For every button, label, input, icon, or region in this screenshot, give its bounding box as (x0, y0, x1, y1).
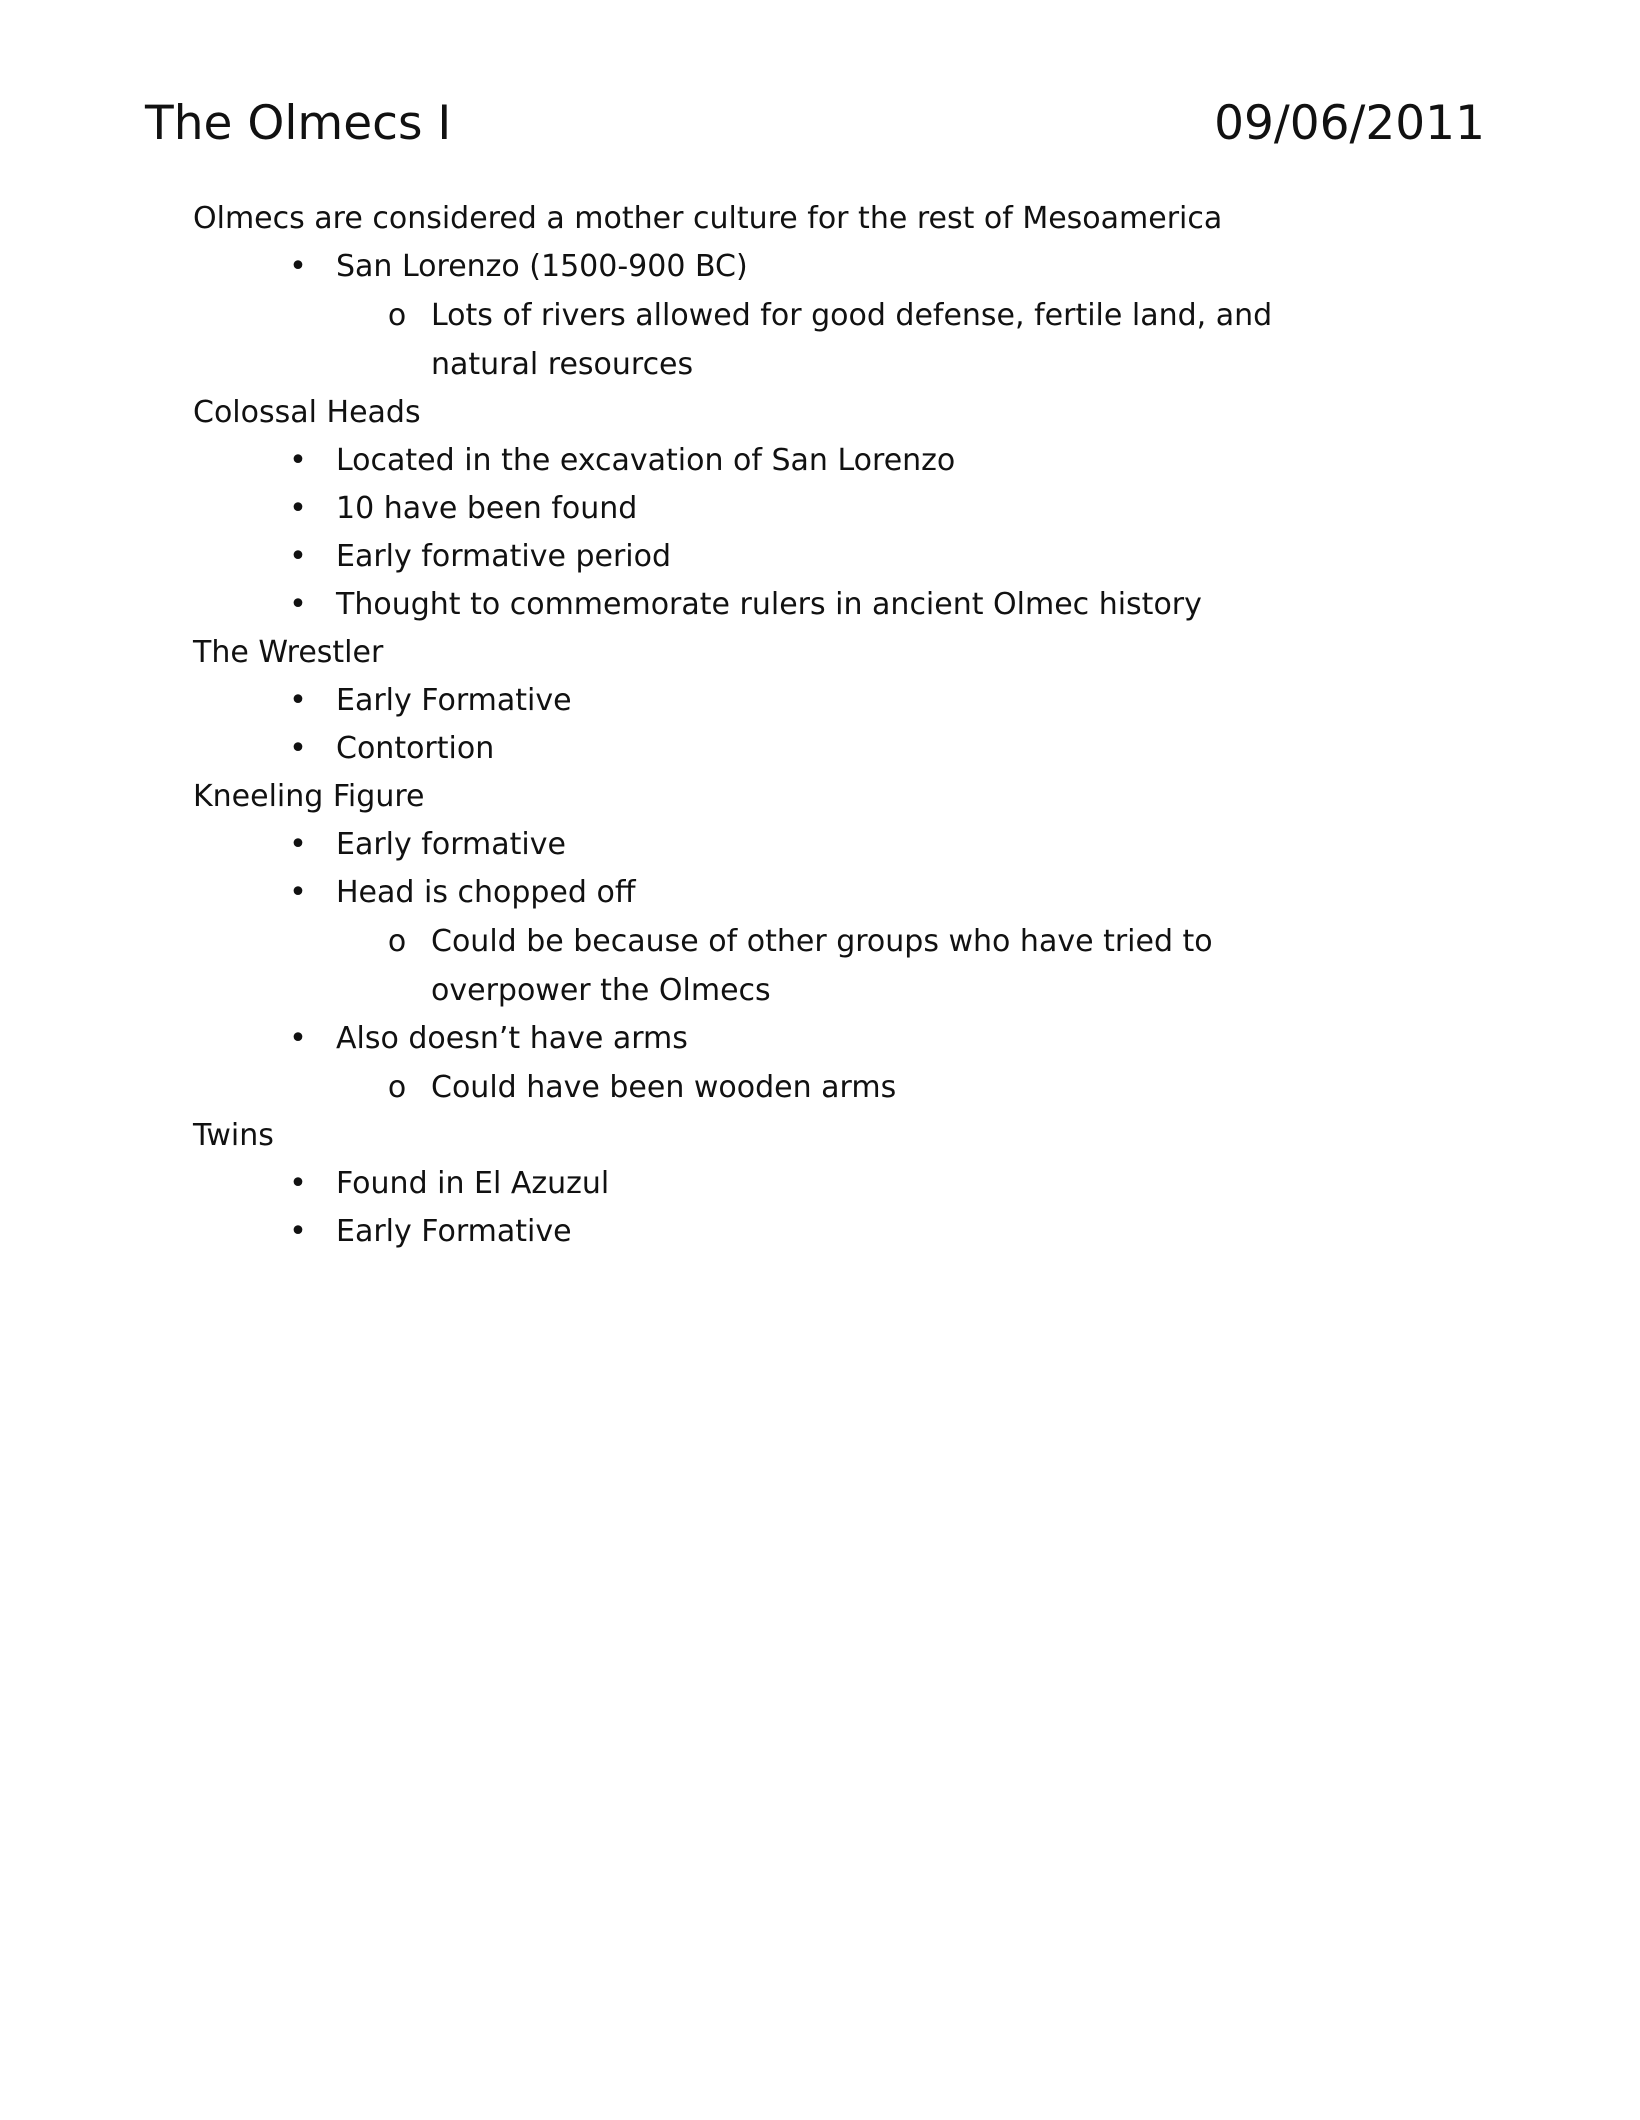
bullet-text: Thought to commemorate rulers in ancient Olmec history (336, 587, 1202, 622)
bullet-text: Early formative (336, 827, 566, 862)
sub-bullet-text: Could have been wooden arms (431, 1070, 897, 1105)
bullet-item (193, 869, 1393, 917)
sub-bullet-text: Could be because of other groups who have tried to overpower the Olmecs (431, 924, 1213, 1008)
bullet-text: Early Formative (336, 683, 572, 718)
bullet-item (193, 243, 1393, 291)
section-title: Twins (193, 1118, 274, 1153)
bullet-marker: • (289, 491, 307, 526)
section-title: Olmecs are considered a mother culture for the rest of Mesoamerica (193, 201, 1223, 236)
bullet-item (193, 725, 1393, 773)
bullet-marker: • (289, 249, 307, 284)
sub-bullet-marker: o (387, 298, 407, 333)
bullet-text: Found in El Azuzul (336, 1166, 610, 1201)
bullet-marker: • (289, 827, 307, 862)
bullet-item (193, 1208, 1393, 1256)
sub-bullet-marker: o (387, 924, 407, 959)
bullet-text: Head is chopped off (336, 875, 636, 910)
bullet-text: Also doesn’t have arms (336, 1021, 688, 1056)
section-title: The Wrestler (193, 635, 384, 670)
bullet-item (193, 1015, 1393, 1063)
section-title: Colossal Heads (193, 395, 421, 430)
bullet-item (193, 485, 1393, 533)
bullet-marker: • (289, 587, 307, 622)
bullet-item (193, 1160, 1393, 1208)
notes-body (193, 195, 1393, 1256)
bullet-marker: • (289, 539, 307, 574)
sub-bullet-item (193, 917, 1311, 1015)
bullet-item (193, 677, 1393, 725)
bullet-marker: • (289, 1166, 307, 1201)
bullet-marker: • (289, 875, 307, 910)
bullet-item (193, 533, 1393, 581)
bullet-marker: • (289, 1214, 307, 1249)
bullet-text: Located in the excavation of San Lorenzo (336, 443, 956, 478)
bullet-marker: • (289, 1021, 307, 1056)
bullet-item (193, 437, 1393, 485)
bullet-text: Contortion (336, 731, 495, 766)
sub-bullet-text: Lots of rivers allowed for good defense, fertile land, and natural resources (431, 298, 1273, 382)
bullet-text: 10 have been found (336, 491, 638, 526)
section-title: Kneeling Figure (193, 779, 425, 814)
page-date: 09/06/2011 (1214, 96, 1485, 151)
bullet-text: Early formative period (336, 539, 672, 574)
bullet-text: Early Formative (336, 1214, 572, 1249)
bullet-marker: • (289, 731, 307, 766)
bullet-item (193, 581, 1393, 629)
sub-bullet-marker: o (387, 1070, 407, 1105)
sub-bullet-item (193, 1063, 1311, 1112)
bullet-marker: • (289, 443, 307, 478)
bullet-marker: • (289, 683, 307, 718)
sub-bullet-item (193, 291, 1311, 389)
bullet-text: San Lorenzo (1500-900 BC) (336, 249, 748, 284)
document-header (145, 92, 1485, 156)
page-title: The Olmecs I (145, 96, 452, 151)
bullet-item (193, 821, 1393, 869)
